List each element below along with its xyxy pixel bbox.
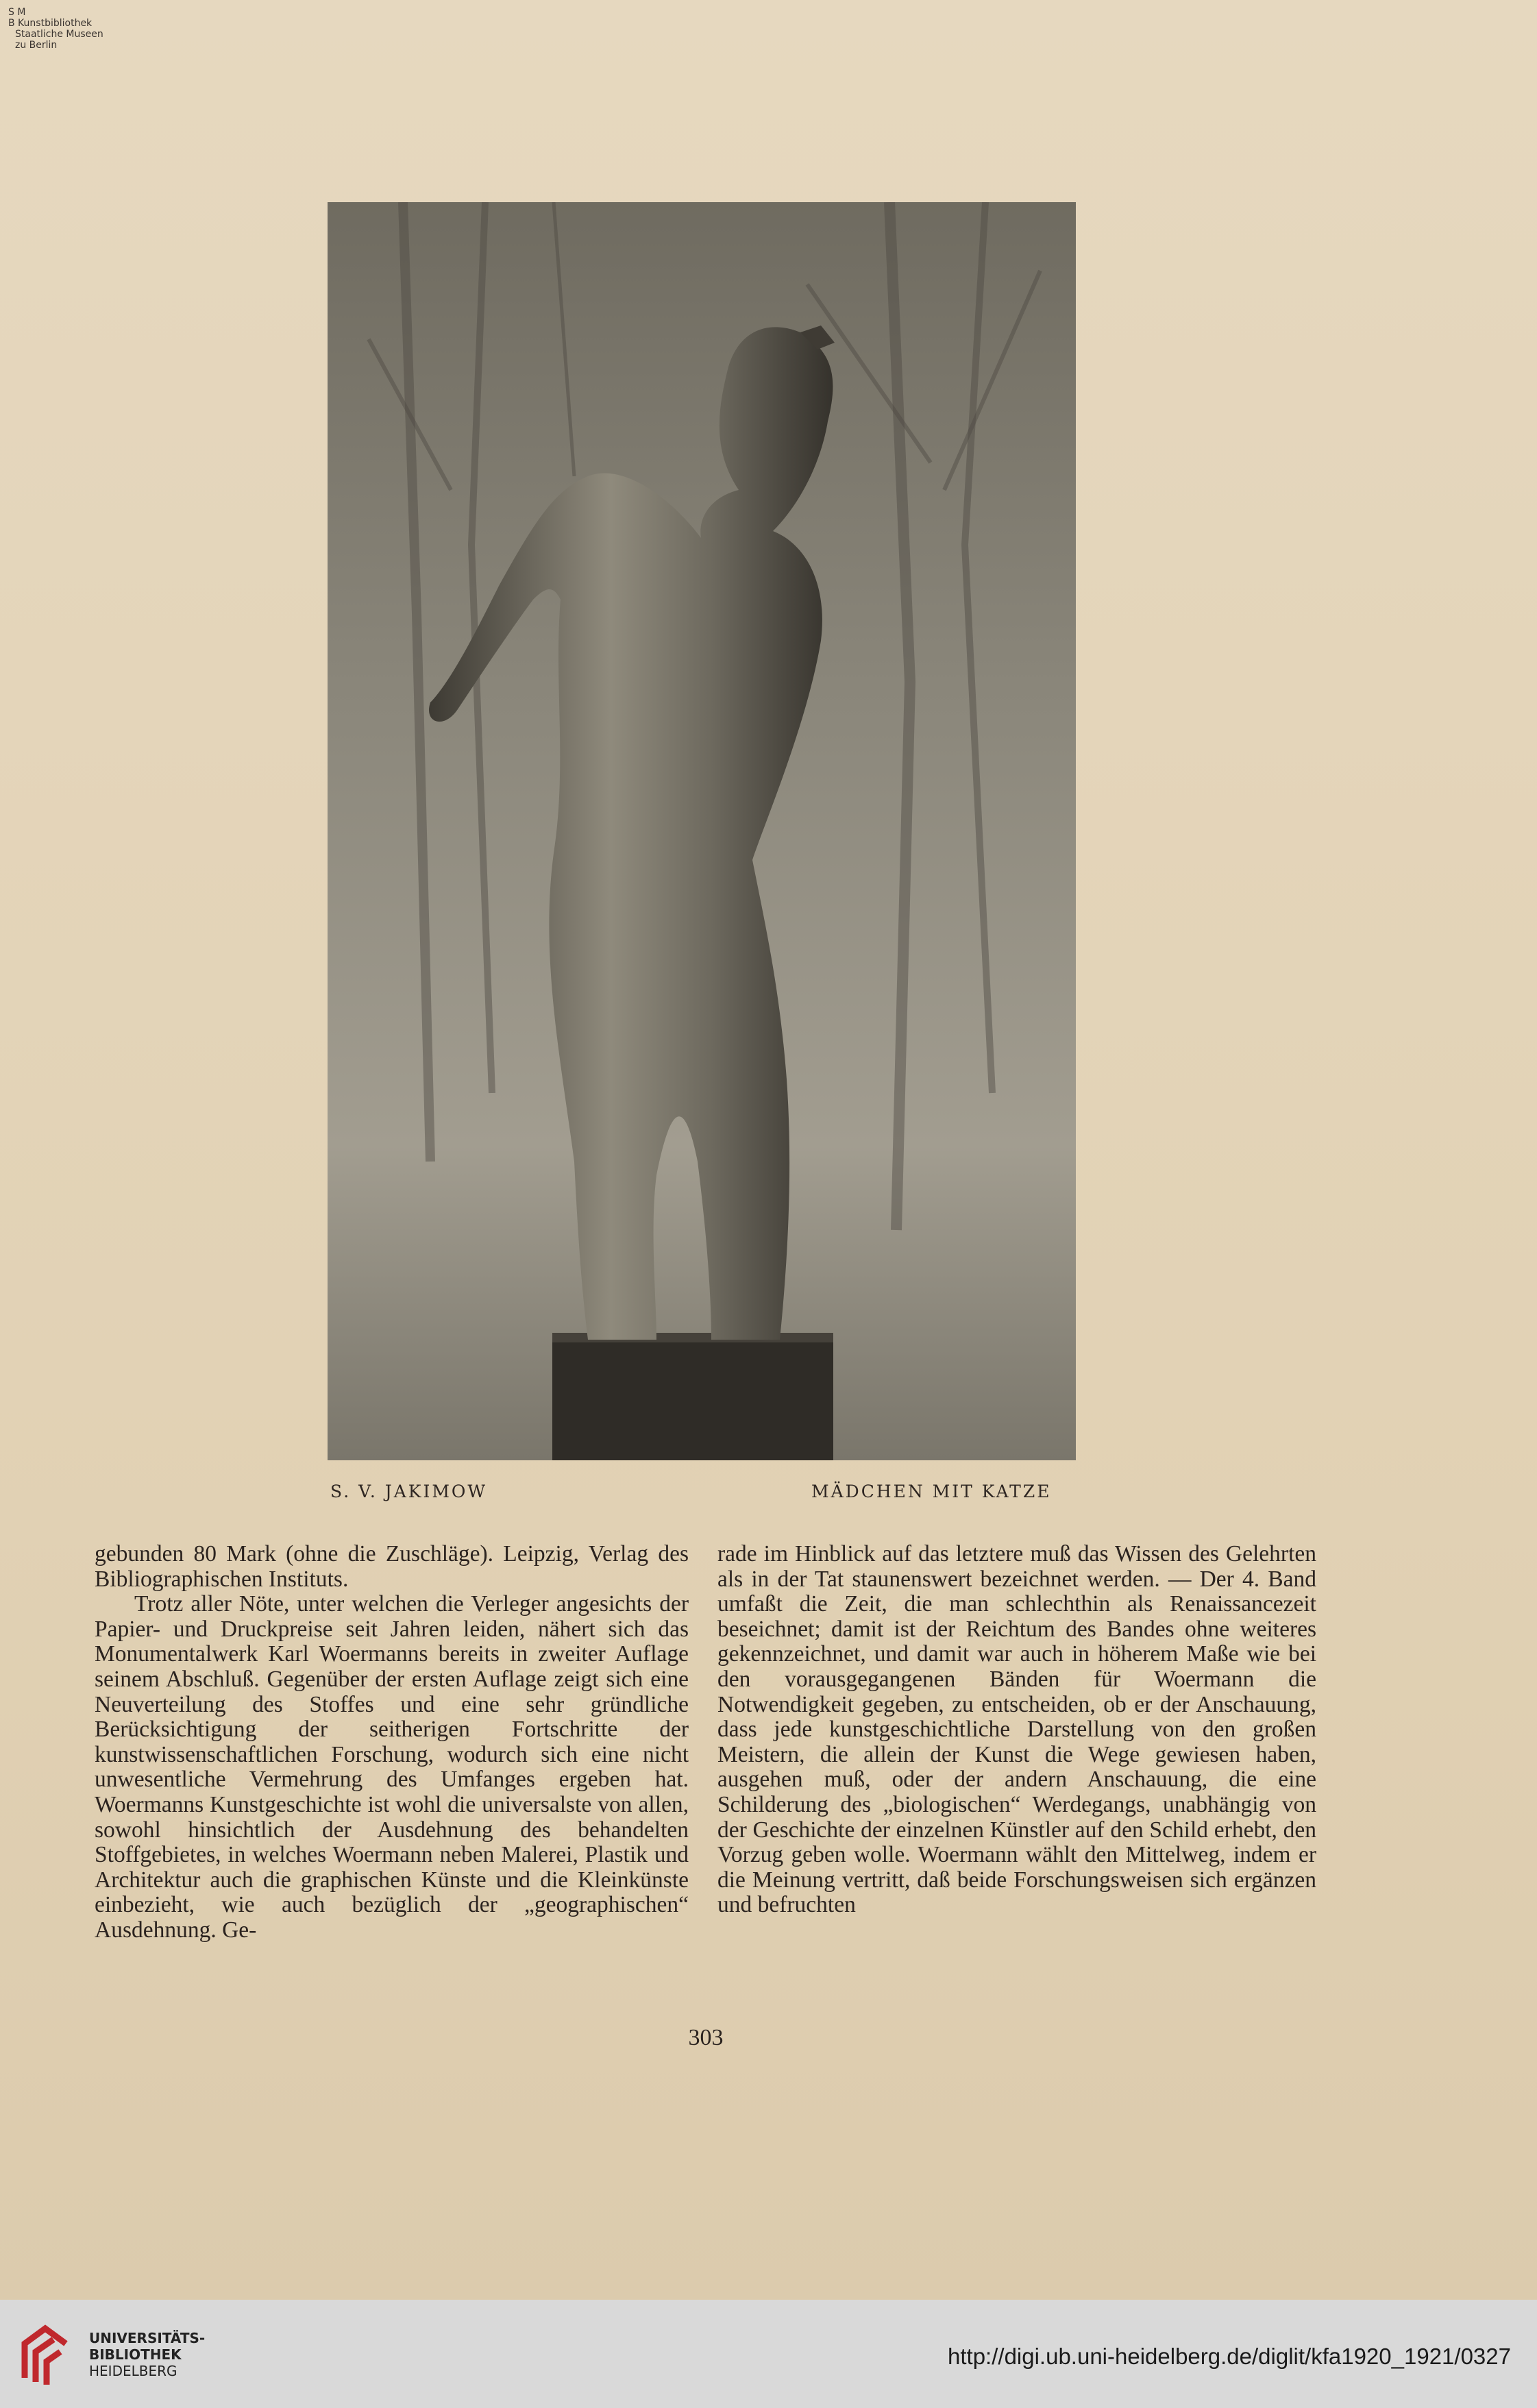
figure-caption-title: MÄDCHEN MIT KATZE bbox=[811, 1482, 1052, 1501]
stamp-line: Staatliche Museen bbox=[15, 29, 103, 40]
text-column-right bbox=[717, 1542, 1316, 1918]
sculpture-photograph bbox=[328, 202, 1076, 1460]
stamp-line: zu Berlin bbox=[15, 40, 58, 51]
text-column-left bbox=[95, 1542, 689, 1943]
library-stamp bbox=[8, 7, 103, 51]
viewer-footer bbox=[0, 2300, 1537, 2408]
library-name[interactable] bbox=[89, 2330, 205, 2379]
ub-heidelberg-logo-icon[interactable] bbox=[18, 2323, 78, 2386]
library-name-line: HEIDELBERG bbox=[89, 2363, 177, 2379]
library-name-line: UNIVERSITÄTS- bbox=[89, 2330, 206, 2346]
permalink-url[interactable]: http://digi.ub.uni-heidelberg.de/diglit/kfa1920_1921/0327 bbox=[948, 2344, 1511, 2369]
page-number: 303 bbox=[688, 2025, 724, 2050]
sculpture-illustration bbox=[328, 202, 1076, 1460]
paragraph: Trotz aller Nöte, unter welchen die Verleger angesichts der Papier- und Druckpreise seit Jahren leiden, nähert sich das Monumentalwerk Karl Woermanns bereits in zweiter Auflage seinem Abschluß. Gegenüber der ersten Auflage zeigt sich eine Neuverteilung des Stoffes und eine sehr gründliche Berücksichtigung der seitherigen Fortschritte der kunstwissenschaftlichen Forschung, wodurch sich eine nicht unwesentliche Vermehrung des Umfanges ergeben hat. Woermanns Kunstgeschichte ist wohl die universalste von allen, sowohl hinsichtlich der Ausdehnung des behandelten Stoffgebietes, in welches Woermann neben Malerei, Plastik und Architektur auch die graphischen Künste und die Kleinkünste einbezieht, wie auch bezüglich der „geographischen“ Ausdehnung. Ge- bbox=[95, 1591, 689, 1943]
figure-caption-artist: S. V. JAKIMOW bbox=[330, 1482, 488, 1501]
stamp-line: B Kunstbibliothek bbox=[8, 18, 93, 29]
stamp-line: S M bbox=[8, 7, 26, 18]
paragraph: gebunden 80 Mark (ohne die Zuschläge). Leipzig, Verlag des Bibliographischen Instituts. bbox=[95, 1541, 689, 1592]
library-name-line: BIBLIOTHEK bbox=[89, 2346, 182, 2363]
paragraph: rade im Hinblick auf das letztere muß das Wissen des Gelehrten als in der Tat staunenswert bezeichnet werden. — Der 4. Band umfaßt die Zeit, die man schlechthin als Renaissancezeit beseichnet; damit ist der Reichtum des Bandes ohne weiteres gekennzeichnet, und damit war auch in höherem Maße wie bei den vorausgegangenen Bänden für Woermann die Notwendigkeit gegeben, zu entscheiden, ob er der Anschauung, dass jede kunstgeschichtliche Darstellung von den großen Meistern, die allein der Kunst die Wege gewiesen haben, ausgehen muß, oder der andern Anschauung, die eine Schilderung des „biologischen“ Werdegangs, unabhängig von der Geschichte der einzelnen Künstler auf den Schild erhebt, den Vorzug geben wolle. Woermann wählt den Mittelweg, indem er die Meinung vertritt, daß beide Forschungsweisen sich ergänzen und befruchten bbox=[717, 1541, 1316, 1918]
